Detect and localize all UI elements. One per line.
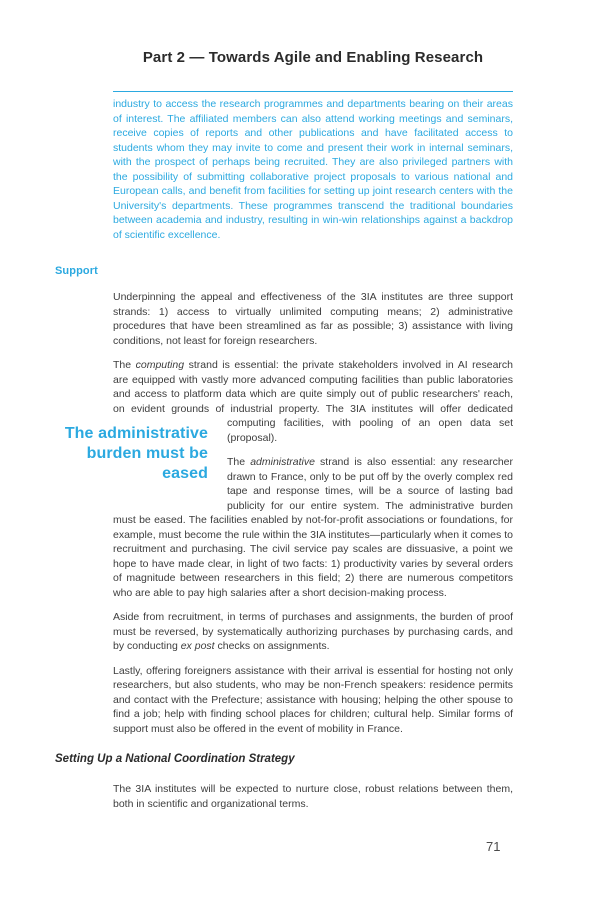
- support-section-heading: Support: [55, 265, 98, 277]
- intro-paragraph-continued: industry to access the research programmes and departments bearing on their areas of interest. The affiliated members can also attend working meetings and seminars, receive copies of reports and other publications and have facilitated access to students whom they may invite to come and present their work in internal seminars, with the prospect of perhaps being recruited. They are also privileged partners with the possibility of submitting collaborative project proposals to various national and European calls, and benefit from facilities for setting up joint research centers with the University's departments. These programmes transcend the traditional boundaries between academia and industry, resulting in win-win relationships against a backdrop of scientific excellence.: [113, 98, 513, 241]
- paragraph-administrative-strand: The administrative strand is also essential: any researcher drawn to France, only to be put off by the overly complex red tape and response times, will be a source of lasting bad publicity for our entire system. The administrative burden must be eased. The facilities enabled by not-for-profit associations or foundations, for example, must become the rule within the 3IA institutes—particularly when it comes to recruitment and purchasing. The civil service pay scales are dissuasive, a point we hope to have made clear, in light of two facts: 1) productivity varies by several orders of magnitude between researchers in this field; 2) there are numerous competitors who are able to pay high salaries after a short decision-making process.: [113, 456, 513, 599]
- paragraph-computing-strand: The computing strand is essential: the private stakeholders involved in AI research are equipped with vastly more advanced computing facilities than public laboratories and access to platform data which are quite simply out of public researchers' reach, on evident grounds of industrial property. The 3IA institutes will offer dedicated computing facilities, with pooling of an open data set (proposal).: [113, 358, 513, 445]
- paragraph-coordination-intro: The 3IA institutes will be expected to nurture close, robust relations between them, both in scientific and organizational terms.: [113, 783, 513, 810]
- page-title: Part 2 — Towards Agile and Enabling Research: [142, 49, 484, 66]
- pull-quote-line: burden must be: [86, 445, 208, 462]
- paragraph-support-strands: Underpinning the appeal and effectiveness of the 3IA institutes are three support strands: 1) access to virtually unlimited computing means; 2) administrative procedures that have been streamlined as far as possible; 3) assistance with living conditions, not least for foreign researchers.: [113, 291, 513, 347]
- header-divider-line: [113, 91, 513, 92]
- pull-quote-line: eased: [162, 465, 208, 482]
- pull-quote: [40, 424, 208, 484]
- paragraph-foreigner-assistance: Lastly, offering foreigners assistance with their arrival is essential for hosting not only researchers, but also students, who may be non-French speakers: residence permits and contact with the Prefecture; assistance with housing; helping the other spouse to find a job; help with finding school places for children; cultural help. Similar forms of support must also be offered in the event of mobility in France.: [113, 664, 513, 735]
- page-number: 71: [486, 839, 501, 854]
- paragraph-purchases-assignments: Aside from recruitment, in terms of purchases and assignments, the burden of proof must be reversed, by systematically authorizing purchases by purchasing cards, and by conducting ex post checks on assignments.: [113, 611, 513, 652]
- pull-quote-line: The administrative: [64, 425, 208, 442]
- coordination-section-heading: Setting Up a National Coordination Strategy: [55, 753, 295, 765]
